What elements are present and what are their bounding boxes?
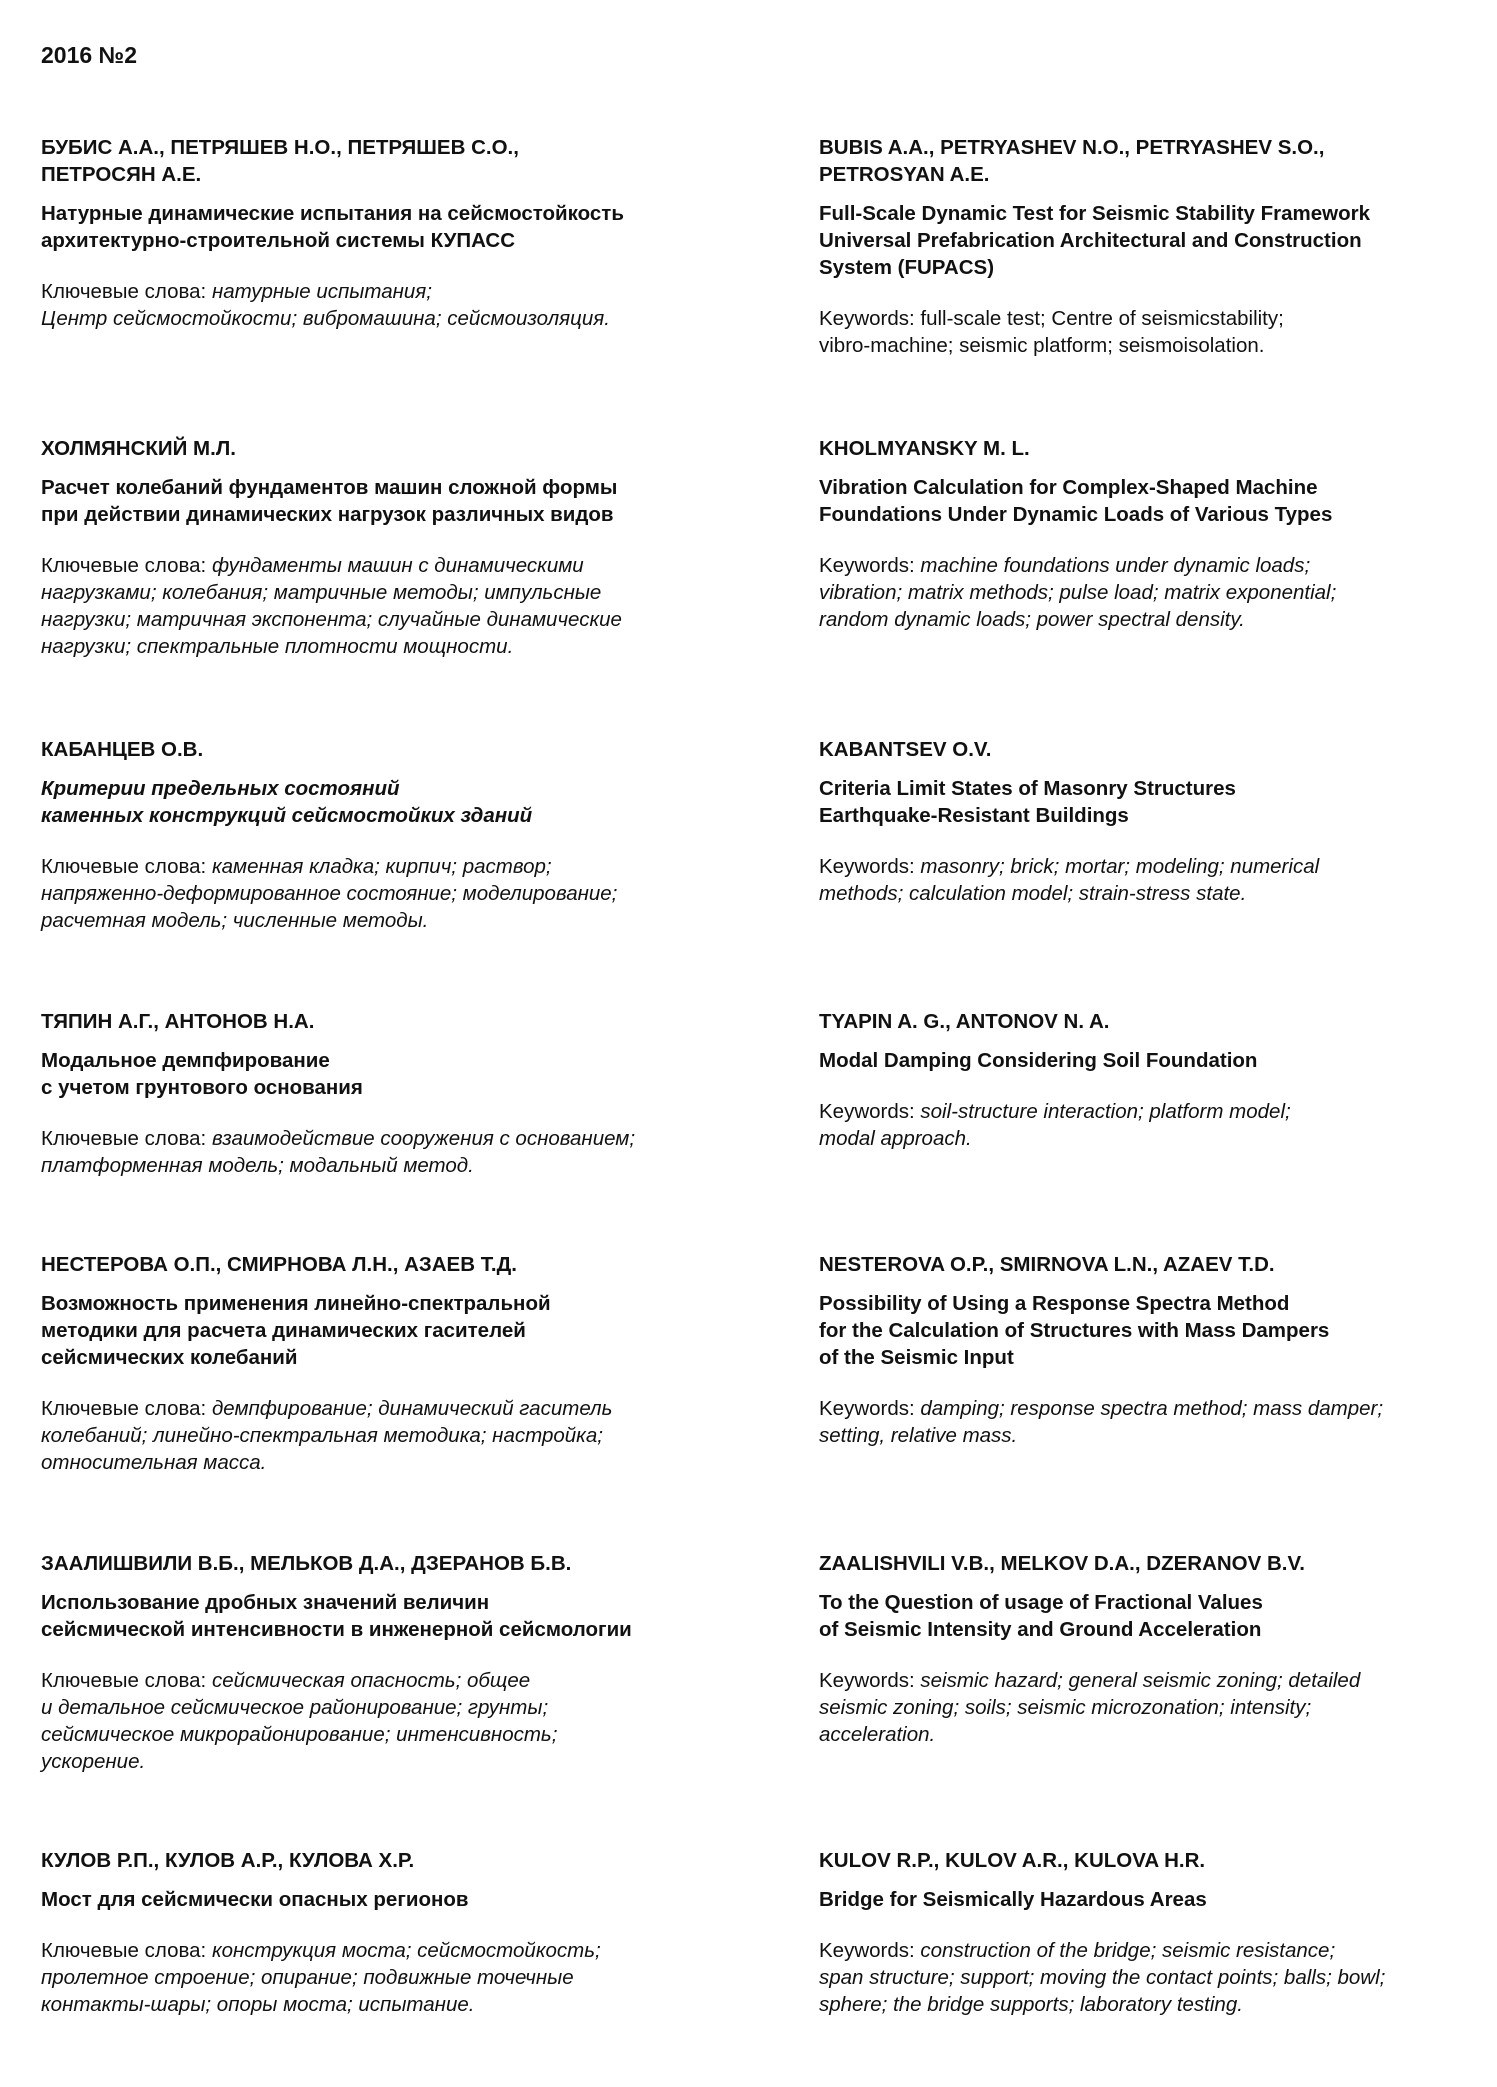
- article-title: Критерии предельных состояний каменных конструкций сейсмостойких зданий: [41, 777, 533, 827]
- keywords-terms: soil-structure interaction; platform model; modal approach.: [819, 1100, 1291, 1150]
- article-ru: [41, 435, 781, 660]
- keywords-label: Keywords:: [819, 855, 921, 878]
- authors: ХОЛМЯНСКИЙ М.Л.: [41, 437, 236, 460]
- article-title: Мост для сейсмически опасных регионов: [41, 1888, 469, 1911]
- authors: TYAPIN A. G., ANTONOV N. A.: [819, 1010, 1110, 1033]
- authors: КАБАНЦЕВ О.В.: [41, 738, 204, 761]
- keywords-terms: взаимодействие сооружения с основанием; платформенная модель; модальный метод.: [41, 1127, 636, 1177]
- keywords: [819, 552, 1469, 633]
- keywords-terms: construction of the bridge; seismic resistance; span structure; support; moving the contact points; balls; bowl; sphere; the bridge supports; laboratory testing.: [819, 1939, 1386, 2016]
- keywords: [819, 1395, 1469, 1449]
- keywords-label: Keywords:: [819, 1397, 921, 1420]
- keywords-label: Keywords: full-scale test; Centre of seismicstability; vibro-machine; seismic platform; seismoisolation.: [819, 307, 1284, 357]
- article-title: Modal Damping Considering Soil Foundation: [819, 1049, 1258, 1072]
- keywords: [41, 853, 781, 934]
- article-ru: [41, 1251, 781, 1476]
- keywords-label: Ключевые слова:: [41, 1127, 212, 1150]
- authors: KABANTSEV O.V.: [819, 738, 992, 761]
- keywords-label: Ключевые слова:: [41, 280, 212, 303]
- authors: NESTEROVA O.P., SMIRNOVA L.N., AZAEV T.D.: [819, 1253, 1275, 1276]
- article-title: Возможность применения линейно-спектральной методики для расчета динамических гасителей сейсмических колебаний: [41, 1292, 551, 1369]
- authors: KHOLMYANSKY M. L.: [819, 437, 1030, 460]
- keywords-terms: конструкция моста; сейсмостойкость; пролетное строение; опирание; подвижные точечные контакты-шары; опоры моста; испытание.: [41, 1939, 601, 2016]
- keywords-label: Ключевые слова:: [41, 1397, 212, 1420]
- article-ru: [41, 736, 781, 934]
- article-ru: [41, 1847, 781, 2018]
- keywords-terms: натурные испытания; Центр сейсмостойкости; вибромашина; сейсмоизоляция.: [41, 280, 610, 330]
- keywords-label: Keywords:: [819, 1669, 921, 1692]
- keywords-label: Ключевые слова:: [41, 554, 212, 577]
- keywords-label: Keywords:: [819, 554, 921, 577]
- keywords-label: Keywords:: [819, 1100, 921, 1123]
- article-title: Модальное демпфирование с учетом грунтового основания: [41, 1049, 363, 1099]
- article-title: Натурные динамические испытания на сейсмостойкость архитектурно-строительной системы КУПАСС: [41, 202, 624, 252]
- article-en: [819, 435, 1469, 633]
- authors: KULOV R.P., KULOV A.R., KULOVA H.R.: [819, 1849, 1206, 1872]
- keywords: [41, 1125, 781, 1179]
- article-en: [819, 736, 1469, 907]
- keywords-label: Ключевые слова:: [41, 855, 212, 878]
- keywords-label: Keywords:: [819, 1939, 921, 1962]
- keywords-terms: seismic hazard; general seismic zoning; detailed seismic zoning; soils; seismic microzonation; intensity; acceleration.: [819, 1669, 1361, 1746]
- keywords: [819, 1098, 1469, 1152]
- keywords-terms: machine foundations under dynamic loads; vibration; matrix methods; pulse load; matrix exponential; random dynamic loads; power spectral density.: [819, 554, 1337, 631]
- article-en: [819, 1550, 1469, 1748]
- article-en: [819, 1008, 1469, 1152]
- article-en: [819, 1251, 1469, 1449]
- authors: ЗААЛИШВИЛИ В.Б., МЕЛЬКОВ Д.А., ДЗЕРАНОВ Б.В.: [41, 1552, 572, 1575]
- article-title: Full-Scale Dynamic Test for Seismic Stability Framework Universal Prefabrication Architectural and Construction System (FUPACS): [819, 202, 1371, 279]
- keywords: [819, 853, 1469, 907]
- article-title: Расчет колебаний фундаментов машин сложной формы при действии динамических нагрузок различных видов: [41, 476, 618, 526]
- authors: КУЛОВ Р.П., КУЛОВ А.Р., КУЛОВА Х.Р.: [41, 1849, 415, 1872]
- authors: ТЯПИН А.Г., АНТОНОВ Н.А.: [41, 1010, 315, 1033]
- keywords: [41, 1667, 781, 1775]
- issue-number: 2016 №2: [41, 42, 137, 68]
- keywords: [41, 1395, 781, 1476]
- keywords-label: Ключевые слова:: [41, 1939, 212, 1962]
- authors: НЕСТЕРОВА О.П., СМИРНОВА Л.Н., АЗАЕВ Т.Д.: [41, 1253, 517, 1276]
- article-title: To the Question of usage of Fractional Values of Seismic Intensity and Ground Acceleration: [819, 1591, 1263, 1641]
- article-ru: [41, 1550, 781, 1775]
- keywords-terms: damping; response spectra method; mass damper; setting, relative mass.: [819, 1397, 1384, 1447]
- keywords-terms: демпфирование; динамический гаситель колебаний; линейно-спектральная методика; настройка; относительная масса.: [41, 1397, 613, 1474]
- keywords-terms: сейсмическая опасность; общее и детальное сейсмическое районирование; грунты; сейсмическое микрорайонирование; интенсивность; ускорение.: [41, 1669, 558, 1773]
- article-title: Bridge for Seismically Hazardous Areas: [819, 1888, 1207, 1911]
- article-title: Criteria Limit States of Masonry Structures Earthquake-Resistant Buildings: [819, 777, 1236, 827]
- keywords: [819, 305, 1469, 359]
- authors: БУБИС А.А., ПЕТРЯШЕВ Н.О., ПЕТРЯШЕВ С.О., ПЕТРОСЯН А.Е.: [41, 136, 519, 186]
- article-ru: [41, 1008, 781, 1179]
- article-title: Использование дробных значений величин сейсмической интенсивности в инженерной сейсмологии: [41, 1591, 632, 1641]
- keywords-terms: masonry; brick; mortar; modeling; numerical methods; calculation model; strain-stress state.: [819, 855, 1320, 905]
- keywords: [819, 1667, 1469, 1748]
- article-title: Vibration Calculation for Complex-Shaped Machine Foundations Under Dynamic Loads of Various Types: [819, 476, 1333, 526]
- keywords: [41, 1937, 781, 2018]
- keywords-terms: каменная кладка; кирпич; раствор; напряженно-деформированное состояние; моделирование; расчетная модель; численные методы.: [41, 855, 618, 932]
- article-ru: [41, 134, 781, 332]
- article-en: [819, 134, 1469, 359]
- keywords-label: Ключевые слова:: [41, 1669, 212, 1692]
- article-en: [819, 1847, 1469, 2018]
- keywords: [819, 1937, 1469, 2018]
- article-title: Possibility of Using a Response Spectra Method for the Calculation of Structures with Mass Dampers of the Seismic Input: [819, 1292, 1330, 1369]
- authors: ZAALISHVILI V.B., MELKOV D.A., DZERANOV B.V.: [819, 1552, 1305, 1575]
- keywords: [41, 278, 781, 332]
- authors: BUBIS A.A., PETRYASHEV N.O., PETRYASHEV S.O., PETROSYAN A.E.: [819, 136, 1325, 186]
- keywords-terms: фундаменты машин с динамическими нагрузками; колебания; матричные методы; импульсные нагрузки; матричная экспонента; случайные динамические нагрузки; спектральные плотности мощности.: [41, 554, 622, 658]
- keywords: [41, 552, 781, 660]
